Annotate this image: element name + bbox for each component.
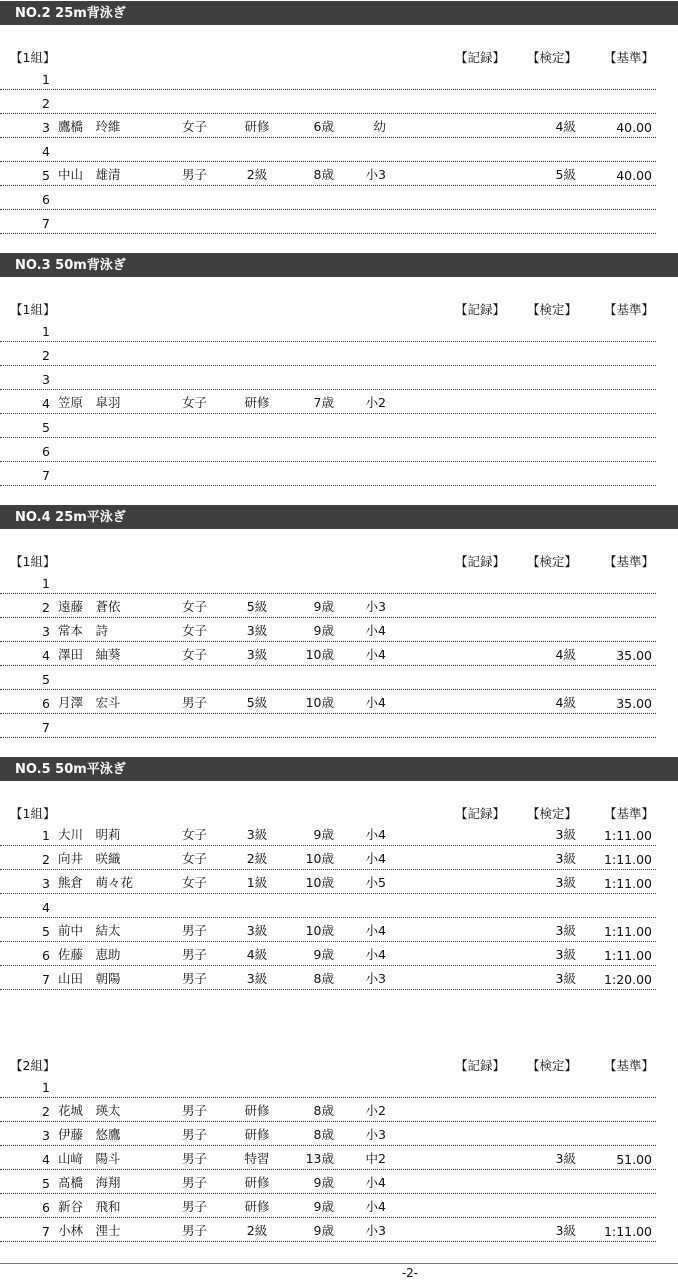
lane-no: 2: [42, 96, 50, 111]
lane-age: 9歳: [313, 1223, 334, 1238]
lane-row: [0, 569, 656, 594]
lane-sex: 女子: [182, 827, 208, 842]
lane-no: 1: [42, 324, 50, 339]
lane-age: 6歳: [313, 119, 334, 134]
lane-no: 3: [42, 372, 50, 387]
lane-no: 6: [42, 192, 50, 207]
lane-no: 7: [42, 720, 50, 735]
lane-no: 1: [42, 1080, 50, 1095]
lane-no: 5: [42, 672, 50, 687]
heat-header: [0, 48, 678, 66]
heat-label: 【2組】: [10, 1058, 56, 1073]
heat-header: [0, 300, 678, 318]
event-title-bar: NO.3 50m背泳ぎ: [0, 253, 678, 277]
lane-school: 小2: [365, 1103, 386, 1118]
lane-no: 1: [42, 576, 50, 591]
lane-grade: 3級: [246, 971, 268, 986]
lane-row: [0, 317, 656, 342]
lane-no: 5: [42, 420, 50, 435]
lane-sex: 女子: [182, 875, 208, 890]
heat-header: [0, 552, 678, 570]
record-header: 【記録】: [455, 554, 506, 569]
standard-header: 【基準】: [604, 302, 655, 317]
lane-grade: 4級: [246, 947, 268, 962]
lane-grade: 研修: [244, 1127, 270, 1142]
lane-school: 小5: [365, 875, 386, 890]
standard-header: 【基準】: [604, 554, 655, 569]
lane-sex: 女子: [182, 623, 208, 638]
lane-no: 6: [42, 444, 50, 459]
lane-grade: 3級: [246, 923, 268, 938]
heat-label: 【1組】: [10, 554, 56, 569]
lane-school: 小3: [365, 167, 386, 182]
lane-age: 9歳: [313, 623, 334, 638]
record-header: 【記録】: [455, 50, 506, 65]
lane-row: [0, 1169, 656, 1194]
lane-row: [0, 65, 656, 90]
lane-test: 4級: [555, 695, 576, 710]
lane-age: 10歳: [305, 851, 334, 866]
test-header: 【検定】: [527, 554, 578, 569]
lane-row: [0, 437, 656, 462]
lane-school: 中2: [365, 1151, 386, 1166]
lane-school: 幼: [373, 119, 386, 134]
record-header: 【記録】: [455, 806, 506, 821]
lane-name: 花城 瑛太: [58, 1103, 121, 1118]
lane-school: 小4: [365, 1175, 386, 1190]
lane-age: 10歳: [305, 923, 334, 938]
lane-row: [0, 593, 656, 618]
lane-test: 3級: [555, 971, 576, 986]
lane-name: 月澤 宏斗: [58, 695, 121, 710]
lane-sex: 男子: [182, 971, 208, 986]
lane-no: 2: [42, 600, 50, 615]
lane-sex: 男子: [182, 1127, 208, 1142]
lane-test: 4級: [555, 647, 576, 662]
lane-row: [0, 209, 656, 234]
lane-std: 1:11.00: [604, 924, 652, 939]
lane-row: [0, 941, 656, 966]
page-number: -2-: [401, 1266, 419, 1280]
lane-no: 5: [42, 1176, 50, 1191]
test-header: 【検定】: [527, 50, 578, 65]
lane-age: 10歳: [305, 647, 334, 662]
lane-sex: 女子: [182, 647, 208, 662]
lane-age: 8歳: [313, 971, 334, 986]
lane-test: 3級: [555, 1151, 576, 1166]
lane-row: [0, 965, 656, 990]
lane-age: 13歳: [305, 1151, 334, 1166]
lane-grade: 研修: [244, 119, 270, 134]
lane-test: 3級: [555, 851, 576, 866]
lane-school: 小4: [365, 647, 386, 662]
lane-std: 35.00: [616, 696, 652, 711]
lane-school: 小2: [365, 395, 386, 410]
lane-no: 4: [42, 648, 50, 663]
lane-sex: 男子: [182, 947, 208, 962]
lane-std: 51.00: [616, 1152, 652, 1167]
lane-school: 小4: [365, 947, 386, 962]
lane-row: [0, 845, 656, 870]
lane-name: 山﨑 陽斗: [58, 1151, 121, 1166]
lane-sex: 男子: [182, 1151, 208, 1166]
lane-row: [0, 1145, 656, 1170]
lane-name: 山田 朝陽: [58, 971, 121, 986]
lane-grade: 2級: [246, 851, 268, 866]
lane-name: 遠藤 蒼依: [58, 599, 121, 614]
lane-name: 鷹橋 玲維: [58, 119, 121, 134]
lane-school: 小4: [365, 1199, 386, 1214]
lane-row: [0, 821, 656, 846]
lane-row: [0, 617, 656, 642]
lane-no: 2: [42, 1104, 50, 1119]
lane-age: 7歳: [313, 395, 334, 410]
lane-no: 5: [42, 168, 50, 183]
lane-std: 40.00: [616, 120, 652, 135]
standard-header: 【基準】: [604, 1058, 655, 1073]
lane-row: [0, 341, 656, 366]
lane-age: 8歳: [313, 167, 334, 182]
lane-no: 6: [42, 696, 50, 711]
lane-row: [0, 689, 656, 714]
lane-age: 9歳: [313, 947, 334, 962]
lane-row: [0, 389, 656, 414]
lane-grade: 研修: [244, 1175, 270, 1190]
lane-no: 7: [42, 1224, 50, 1239]
lane-row: [0, 161, 656, 186]
lane-age: 9歳: [313, 599, 334, 614]
lane-no: 2: [42, 852, 50, 867]
lane-no: 4: [42, 396, 50, 411]
lane-no: 5: [42, 924, 50, 939]
lane-age: 10歳: [305, 875, 334, 890]
lane-row: [0, 1217, 656, 1242]
lane-row: [0, 1073, 656, 1098]
lane-sex: 男子: [182, 923, 208, 938]
lane-name: 中山 雄清: [58, 167, 121, 182]
lane-name: 新谷 飛和: [58, 1199, 121, 1214]
lane-school: 小3: [365, 971, 386, 986]
lane-row: [0, 89, 656, 114]
lane-test: 3級: [555, 947, 576, 962]
lane-grade: 2級: [246, 167, 268, 182]
lane-name: 向井 咲織: [58, 851, 121, 866]
lane-row: [0, 1121, 656, 1146]
test-header: 【検定】: [527, 1058, 578, 1073]
lane-test: 4級: [555, 119, 576, 134]
lane-sex: 女子: [182, 119, 208, 134]
page-footer: [0, 1263, 678, 1285]
lane-grade: 3級: [246, 647, 268, 662]
lane-grade: 1級: [246, 875, 268, 890]
lane-no: 4: [42, 900, 50, 915]
record-header: 【記録】: [455, 1058, 506, 1073]
lane-row: [0, 713, 656, 738]
heat-label: 【1組】: [10, 50, 56, 65]
lane-name: 笠原 皐羽: [58, 395, 121, 410]
lane-sex: 女子: [182, 395, 208, 410]
event-title-bar: NO.2 25m背泳ぎ: [0, 1, 678, 25]
lane-test: 3級: [555, 923, 576, 938]
lane-school: 小4: [365, 623, 386, 638]
lane-no: 3: [42, 876, 50, 891]
standard-header: 【基準】: [604, 806, 655, 821]
lane-std: 1:11.00: [604, 1224, 652, 1239]
lane-sex: 男子: [182, 1103, 208, 1118]
lane-grade: 5級: [246, 695, 268, 710]
heat-header: [0, 804, 678, 822]
lane-sex: 男子: [182, 167, 208, 182]
lane-name: 佐藤 恵助: [58, 947, 121, 962]
lane-no: 1: [42, 72, 50, 87]
lane-std: 1:11.00: [604, 948, 652, 963]
lane-school: 小3: [365, 599, 386, 614]
lane-school: 小3: [365, 1223, 386, 1238]
lane-name: 澤田 紬葵: [58, 647, 121, 662]
lane-name: 前中 結太: [58, 923, 121, 938]
lane-test: 3級: [555, 827, 576, 842]
lane-no: 4: [42, 1152, 50, 1167]
lane-std: 1:11.00: [604, 876, 652, 891]
lane-no: 7: [42, 468, 50, 483]
test-header: 【検定】: [527, 806, 578, 821]
lane-age: 9歳: [313, 1175, 334, 1190]
lane-sex: 男子: [182, 1223, 208, 1238]
lane-name: 小林 浬士: [58, 1223, 121, 1238]
standard-header: 【基準】: [604, 50, 655, 65]
heat-label: 【1組】: [10, 806, 56, 821]
heat-header: [0, 1056, 678, 1074]
lane-grade: 5級: [246, 599, 268, 614]
lane-row: [0, 869, 656, 894]
lane-grade: 研修: [244, 395, 270, 410]
lane-std: 35.00: [616, 648, 652, 663]
lane-sex: 男子: [182, 1175, 208, 1190]
lane-test: 3級: [555, 875, 576, 890]
lane-no: 1: [42, 828, 50, 843]
lane-std: 1:20.00: [604, 972, 652, 987]
lane-no: 6: [42, 1200, 50, 1215]
lane-no: 6: [42, 948, 50, 963]
lane-school: 小3: [365, 1127, 386, 1142]
lane-age: 10歳: [305, 695, 334, 710]
lane-school: 小4: [365, 827, 386, 842]
lane-no: 3: [42, 120, 50, 135]
lane-no: 3: [42, 1128, 50, 1143]
lane-grade: 3級: [246, 827, 268, 842]
lane-sex: 男子: [182, 695, 208, 710]
lane-grade: 研修: [244, 1199, 270, 1214]
lane-age: 8歳: [313, 1103, 334, 1118]
lane-grade: 特習: [244, 1151, 270, 1166]
lane-school: 小4: [365, 851, 386, 866]
lane-grade: 研修: [244, 1103, 270, 1118]
record-header: 【記録】: [455, 302, 506, 317]
lane-no: 7: [42, 216, 50, 231]
lane-school: 小4: [365, 923, 386, 938]
lane-sex: 女子: [182, 599, 208, 614]
lane-row: [0, 1097, 656, 1122]
lane-name: 熊倉 萌々花: [58, 875, 134, 890]
test-header: 【検定】: [527, 302, 578, 317]
lane-row: [0, 1193, 656, 1218]
lane-age: 9歳: [313, 1199, 334, 1214]
lane-grade: 2級: [246, 1223, 268, 1238]
lane-sex: 女子: [182, 851, 208, 866]
lane-name: 髙橋 海翔: [58, 1175, 121, 1190]
lane-row: [0, 137, 656, 162]
lane-name: 伊藤 悠鷹: [58, 1127, 121, 1142]
event-title-bar: NO.4 25m平泳ぎ: [0, 505, 678, 529]
lane-age: 8歳: [313, 1127, 334, 1142]
lane-row: [0, 365, 656, 390]
lane-school: 小4: [365, 695, 386, 710]
lane-name: 常本 詩: [58, 623, 109, 638]
lane-row: [0, 893, 656, 918]
lane-sex: 男子: [182, 1199, 208, 1214]
lane-row: [0, 461, 656, 486]
lane-no: 4: [42, 144, 50, 159]
lane-test: 3級: [555, 1223, 576, 1238]
event-title-bar: NO.5 50m平泳ぎ: [0, 757, 678, 781]
lane-age: 9歳: [313, 827, 334, 842]
lane-row: [0, 917, 656, 942]
lane-grade: 3級: [246, 623, 268, 638]
lane-row: [0, 413, 656, 438]
lane-no: 3: [42, 624, 50, 639]
lane-row: [0, 185, 656, 210]
heat-label: 【1組】: [10, 302, 56, 317]
lane-row: [0, 665, 656, 690]
lane-std: 1:11.00: [604, 852, 652, 867]
lane-row: [0, 113, 656, 138]
lane-test: 5級: [555, 167, 576, 182]
lane-row: [0, 641, 656, 666]
lane-no: 7: [42, 972, 50, 987]
lane-no: 2: [42, 348, 50, 363]
lane-std: 40.00: [616, 168, 652, 183]
lane-name: 大川 明莉: [58, 827, 121, 842]
lane-std: 1:11.00: [604, 828, 652, 843]
